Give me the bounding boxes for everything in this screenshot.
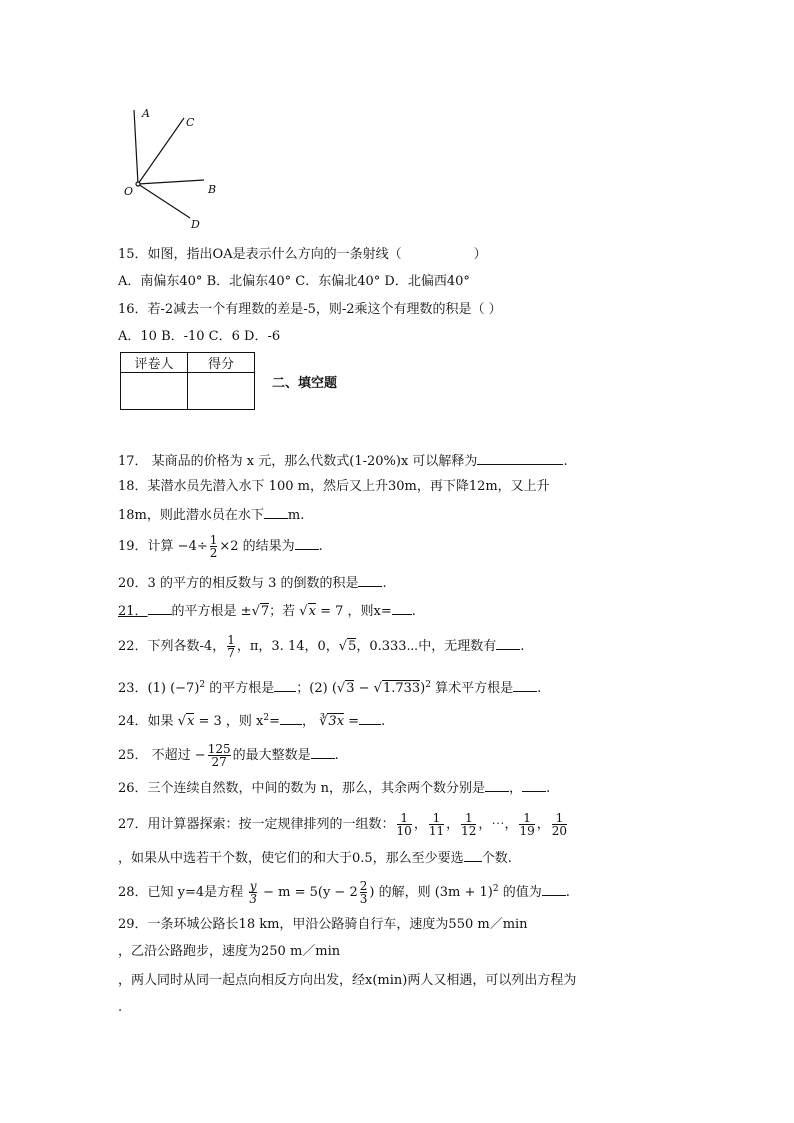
ray-od [138, 184, 190, 218]
fraction: $\frac{1}{7}$ [227, 633, 235, 660]
question-15-options: A．南偏东40° B．北偏东40° C．东偏北40° D．北偏西40° [118, 274, 470, 289]
question-24: 24．如果 √x = 3 ，则 $x^2=$ ， ∛3x = . [118, 713, 386, 729]
fraction-1-12: $\frac{1}{12}$ [461, 811, 477, 838]
question-18-line2: 18m，则此潜水员在水下 m. [118, 505, 304, 525]
answer-blank[interactable] [477, 451, 563, 465]
question-17: 17． 某商品的价格为 x 元，那么代数式(1-20%)x 可以解释为 . [118, 451, 568, 471]
fraction-1-11: $\frac{1}{11}$ [428, 811, 445, 838]
angle-figure [118, 100, 228, 235]
answer-blank[interactable] [464, 848, 482, 862]
answer-blank[interactable] [264, 505, 288, 519]
answer-blank[interactable] [280, 711, 302, 725]
fraction: $\frac{2}{3}$ [359, 879, 368, 906]
question-21: 21． 的平方根是 ±√7；若 √x = 7 ，则x= . [118, 601, 416, 621]
question-27-line2: ，如果从中选若干个数，使它们的和大于0.5，那么至少要选 个数. [118, 848, 512, 868]
answer-blank[interactable] [542, 882, 566, 896]
score-table-header-grader: 评卷人 [121, 353, 188, 373]
answer-blank[interactable] [485, 778, 509, 792]
answer-blank[interactable] [148, 601, 172, 615]
question-19: 19．计算 −4÷ $\frac{1}{2}$ ×2 的结果为 . [118, 533, 323, 560]
answer-blank[interactable] [274, 678, 296, 692]
question-28: 28．已知 y=4是方程 $\frac{y}{3}$ − m = 5(y − 2 $\frac{2}{3}$ ) 的解，则 $(3m + 1)^2$ 的值为 . [118, 879, 570, 906]
label-c: C [186, 116, 195, 129]
fraction-1-10: $\frac{1}{10}$ [396, 811, 412, 838]
question-26: 26．三个连续自然数，中间的数为 n，那么，其余两个数分别是 ， . [118, 778, 550, 798]
ray-oa [134, 110, 138, 184]
label-a: A [142, 107, 150, 120]
answer-blank[interactable] [359, 711, 381, 725]
label-o: O [124, 185, 134, 198]
score-table-cell-grader [121, 373, 188, 410]
question-16-options: A．10 B．-10 C．6 D．-6 [118, 329, 281, 344]
question-29-line3: ，两人同时从同一起点向相反方向出发，经x(min)两人又相遇，可以列出方程为 [118, 973, 577, 988]
label-d: D [191, 218, 200, 231]
answer-blank[interactable] [522, 778, 546, 792]
answer-blank[interactable] [295, 536, 319, 550]
fraction: $\frac{125}{27}$ [207, 742, 231, 769]
question-18-line1: 18．某潜水员先潜入水下 100 m，然后又上升30m，再下降12m，又上升 [118, 479, 550, 494]
score-table [120, 352, 255, 410]
label-b: B [208, 183, 217, 196]
question-15: 15．如图，指出OA是表示什么方向的一条射线（ ） [118, 247, 487, 262]
score-table-cell-score [188, 373, 255, 410]
question-29-line1: 29．一条环城公路长18 km，甲沿公路骑自行车，速度为550 m／min [118, 917, 528, 932]
fraction-1-19: $\frac{1}{19}$ [519, 811, 535, 838]
fraction: $\frac{1}{2}$ [209, 533, 218, 560]
answer-blank[interactable] [311, 745, 335, 759]
question-27: 27．用计算器探索：按一定规律排列的一组数： $\frac{1}{10}$ ， $\frac{1}{11}$ ， $\frac{1}{12}$ ，⋯， $\frac{1}{19}$ ， $\frac{1}{20}$ [118, 811, 568, 838]
fraction-1-20: $\frac{1}{20}$ [551, 811, 568, 838]
question-29-line4: . [118, 1000, 123, 1015]
fraction: $\frac{y}{3}$ [249, 879, 257, 906]
question-29-line2: ，乙沿公路跑步，速度为250 m／min [118, 944, 341, 959]
answer-blank[interactable] [392, 601, 412, 615]
ray-oc [138, 118, 184, 184]
question-16: 16．若-2减去一个有理数的差是-5，则-2乘这个有理数的积是（ ） [118, 302, 502, 317]
answer-blank[interactable] [358, 573, 382, 587]
question-22: 22．下列各数-4， $\frac{1}{7}$ ，π，3. 14，0，√5，0.333⋯中，无理数有 . [118, 633, 525, 660]
question-23: 23．(1) $(-7)^2$ 的平方根是 ；(2) $(√3 - √1.733)^2$ 算术平方根是 . [118, 680, 542, 696]
answer-blank[interactable] [513, 678, 537, 692]
point-o [136, 182, 140, 186]
question-25: 25． 不超过 − $\frac{125}{27}$ 的最大整数是 . [118, 742, 339, 769]
answer-blank[interactable] [496, 636, 520, 650]
score-table-header-score: 得分 [188, 353, 255, 373]
ray-ob [138, 180, 204, 184]
question-20: 20．3 的平方的相反数与 3 的倒数的积是 . [118, 573, 387, 593]
section-title: 二、填空题 [272, 376, 338, 391]
